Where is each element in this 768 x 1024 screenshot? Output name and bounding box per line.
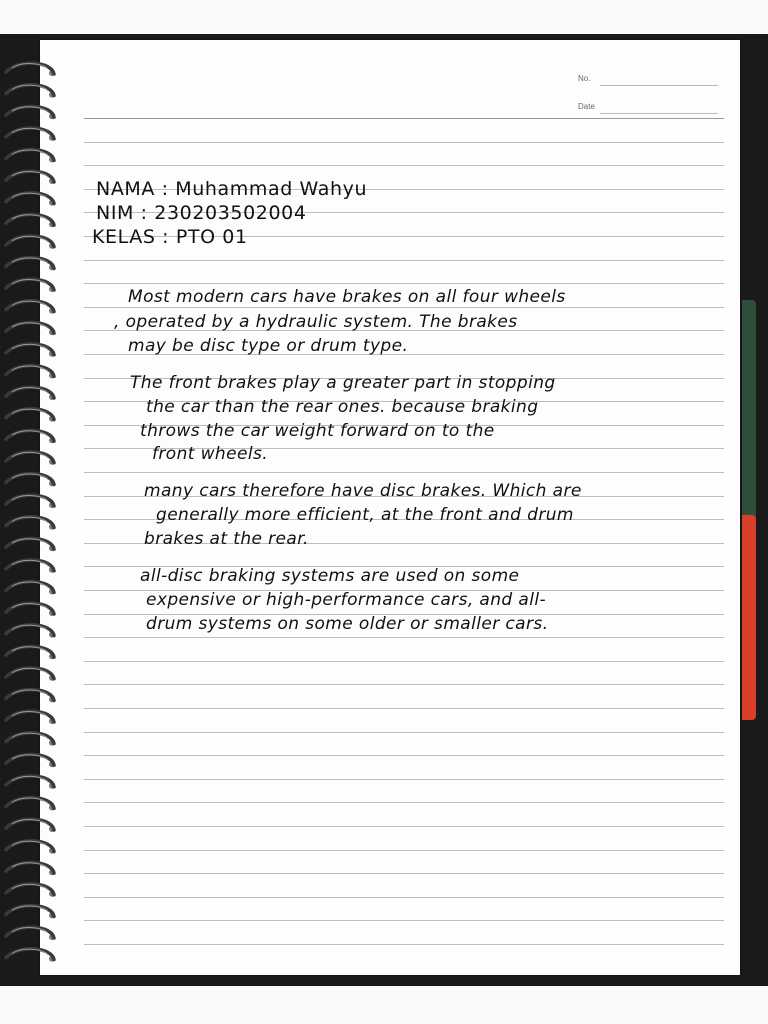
- paragraph-line: the car than the rear ones. because braking: [146, 397, 539, 417]
- ruled-line: [84, 472, 724, 473]
- ruled-line: [84, 165, 724, 166]
- nama-line: NAMA : Muhammad Wahyu: [96, 178, 368, 200]
- paragraph-line: drum systems on some older or smaller cars.: [146, 614, 549, 634]
- nim-line: NIM : 230203502004: [96, 202, 307, 224]
- paragraph-line: , operated by a hydraulic system. The brakes: [114, 312, 518, 332]
- ruled-line: [84, 826, 724, 827]
- ruled-line: [84, 944, 724, 945]
- paragraph-line: front wheels.: [152, 444, 268, 464]
- paragraph-line: generally more efficient, at the front and drum: [156, 505, 574, 525]
- paragraph-line: brakes at the rear.: [144, 529, 309, 549]
- ruled-line: [84, 802, 724, 803]
- ruled-line: [84, 260, 724, 261]
- ruled-line: [84, 732, 724, 733]
- divider-tab-red: [742, 515, 756, 720]
- ruled-line: [84, 920, 724, 921]
- date-line: [600, 113, 718, 114]
- ruled-line: [84, 873, 724, 874]
- ruled-line: [84, 708, 724, 709]
- ruled-line: [84, 283, 724, 284]
- ruled-line: [84, 661, 724, 662]
- bottom-margin: [0, 986, 768, 1024]
- ruled-line: [84, 637, 724, 638]
- paragraph-line: Most modern cars have brakes on all four wheels: [128, 287, 566, 307]
- paragraph-line: may be disc type or drum type.: [128, 336, 409, 356]
- ruled-line: [84, 850, 724, 851]
- no-line: [600, 85, 718, 86]
- ruled-line: [84, 684, 724, 685]
- paragraph-line: The front brakes play a greater part in stopping: [130, 373, 556, 393]
- top-margin: [0, 0, 768, 36]
- kelas-line: KELAS : PTO 01: [92, 226, 248, 248]
- paragraph-line: expensive or high-performance cars, and all-: [146, 590, 547, 610]
- no-label: No.: [578, 74, 591, 83]
- date-label: Date: [578, 102, 595, 111]
- ruled-line: [84, 142, 724, 143]
- notebook-page: [40, 40, 740, 975]
- ruled-line: [84, 118, 724, 119]
- paragraph-line: throws the car weight forward on to the: [140, 421, 495, 441]
- ruled-line: [84, 779, 724, 780]
- ruled-line: [84, 755, 724, 756]
- divider-tab-green: [742, 300, 756, 520]
- spiral-binding: [0, 40, 60, 980]
- ruled-line: [84, 897, 724, 898]
- paragraph-line: all-disc braking systems are used on some: [140, 566, 520, 586]
- paragraph-line: many cars therefore have disc brakes. Which are: [144, 481, 582, 501]
